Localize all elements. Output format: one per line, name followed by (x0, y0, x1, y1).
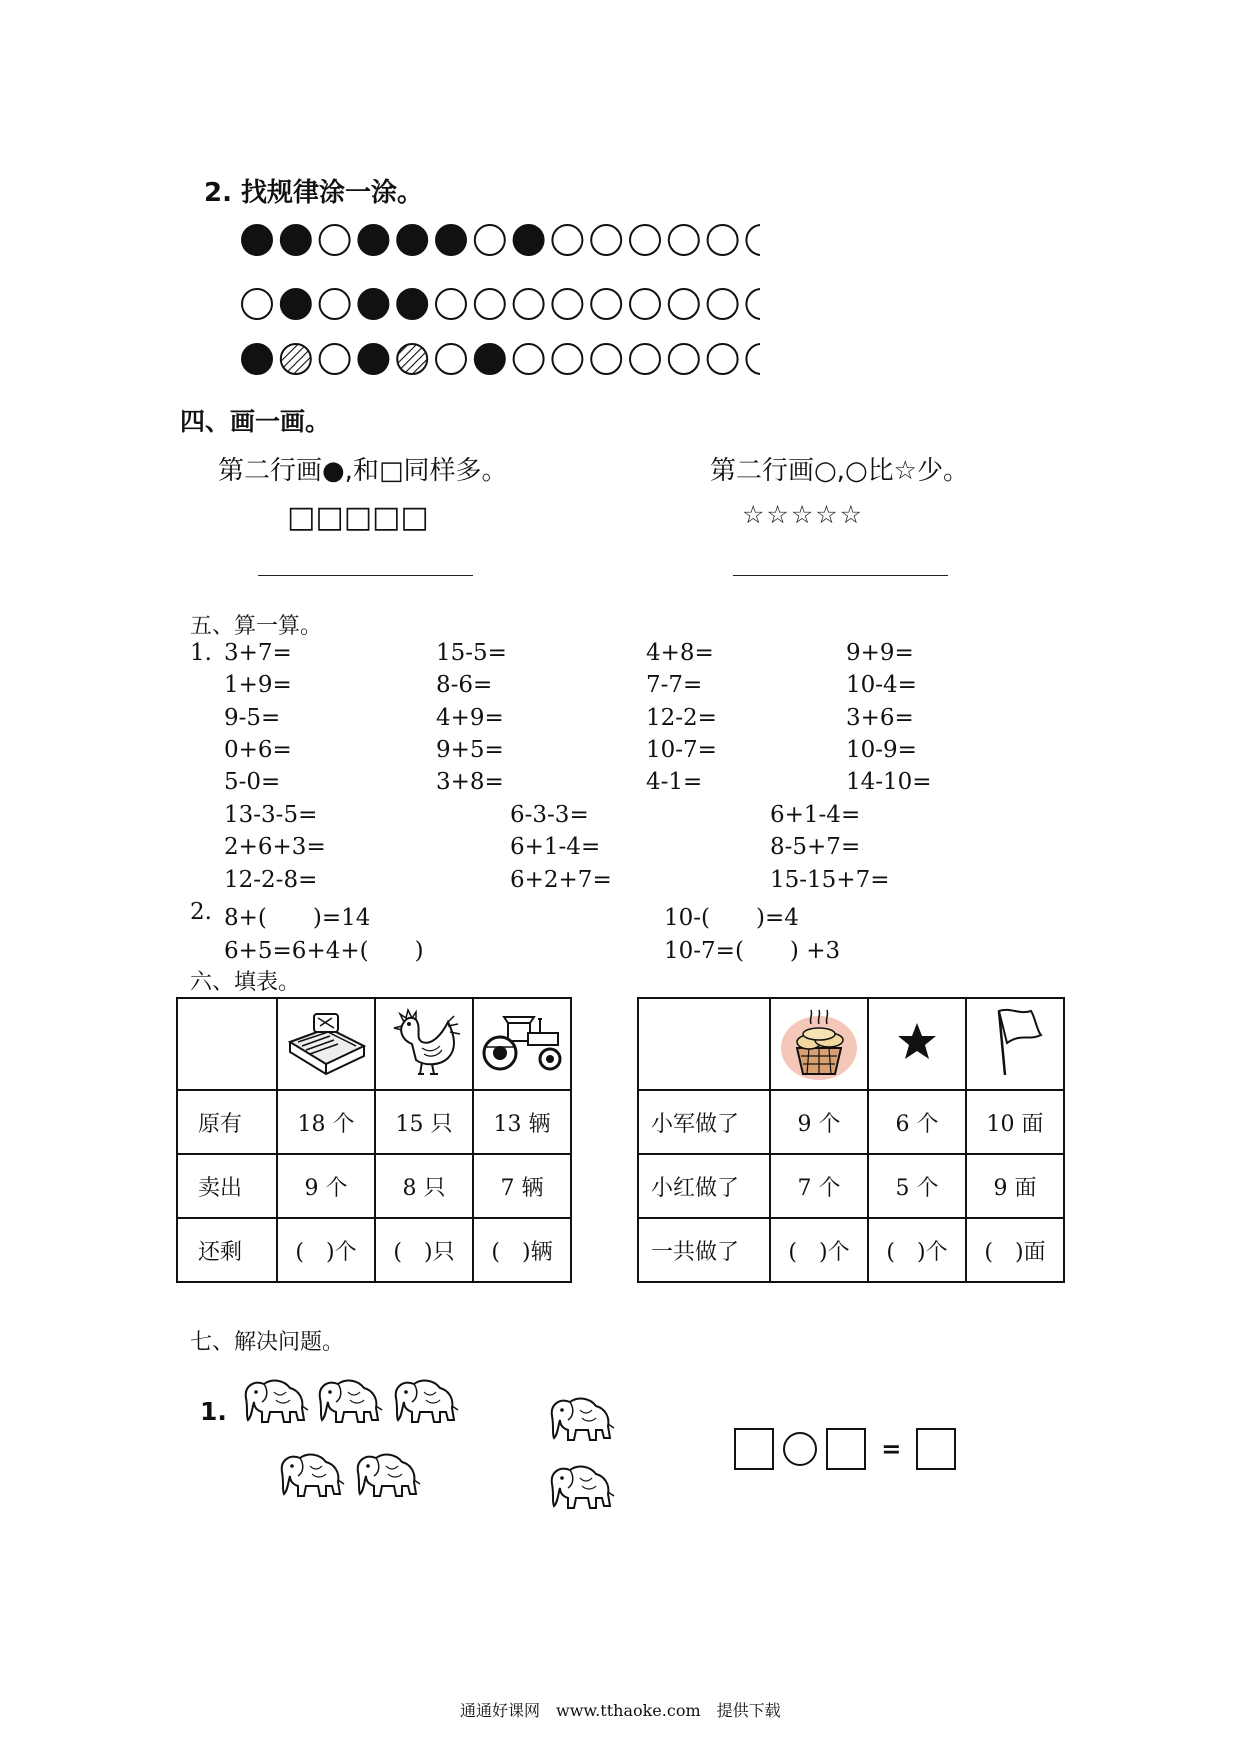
filled-circle (242, 225, 272, 255)
empty-circle[interactable] (708, 289, 738, 319)
calc-problem: 12-2= (646, 704, 717, 731)
calc-problem: 1+9= (224, 672, 292, 699)
pattern-title: 2. 找规律涂一涂。 (204, 178, 424, 208)
empty-circle[interactable] (320, 289, 350, 319)
calc-problem: 6+1-4= (770, 802, 861, 828)
calc-q2-right-1: 10-( )=4 (664, 905, 799, 931)
calc-problem: 8-5+7= (770, 834, 861, 861)
calc-problem: 9+9= (846, 640, 914, 666)
calc-q2-label: 2. (190, 899, 212, 925)
table-left-cell: 13 辆 (473, 1090, 571, 1154)
table-right-row-label: 一共做了 (638, 1218, 770, 1282)
empty-circle[interactable] (708, 225, 738, 255)
table-left-row-label: 卖出 (177, 1154, 277, 1218)
table-left-icon-cell (277, 998, 375, 1090)
problem-equation (734, 1428, 956, 1470)
table-right-corner (638, 998, 770, 1090)
tractor-icon (478, 1009, 566, 1073)
filled-circle (281, 289, 311, 319)
rooster-icon (382, 1004, 466, 1078)
table-right-answer-cell[interactable]: ( )面 (966, 1218, 1064, 1282)
empty-circle[interactable] (669, 344, 699, 374)
calc-problem: 9-5= (224, 704, 281, 731)
draw-left-answer-line (258, 575, 473, 576)
draw-right-instruction: 第二行画○,○比☆少。 (710, 456, 969, 486)
equation-equals-sign: = (881, 1435, 902, 1463)
calc-problem: 6+2+7= (510, 866, 612, 893)
calc-problem: 7-7= (646, 672, 703, 699)
table-right-icon-cell (770, 998, 868, 1090)
table-right-answer-cell[interactable]: ( )个 (868, 1218, 966, 1282)
empty-circle[interactable] (746, 289, 760, 319)
problem-title: 七、解决问题。 (190, 1330, 345, 1355)
calc-problem: 10-4= (846, 672, 917, 699)
draw-left-squares (287, 500, 429, 535)
empty-circle[interactable] (591, 344, 621, 374)
empty-circle[interactable] (552, 225, 582, 255)
empty-circle[interactable] (242, 289, 272, 319)
calc-problem: 0+6= (224, 736, 292, 763)
filled-circle (397, 289, 427, 319)
pattern-row-1 (240, 223, 760, 257)
calc-problem: 3+6= (846, 704, 914, 731)
empty-circle[interactable] (514, 289, 544, 319)
empty-circle[interactable] (591, 225, 621, 255)
equation-result-box[interactable] (916, 1428, 956, 1470)
draw-right-symbols: ☆☆☆☆☆ (742, 500, 865, 529)
table-left-answer-cell[interactable]: ( )只 (375, 1218, 473, 1282)
table-left-answer-cell[interactable]: ( )辆 (473, 1218, 571, 1282)
empty-circle[interactable] (630, 344, 660, 374)
filled-circle (358, 289, 388, 319)
empty-circle[interactable] (630, 225, 660, 255)
calc-q1-label: 1. (190, 640, 212, 666)
table-left-corner (177, 998, 277, 1090)
empty-circle[interactable] (552, 344, 582, 374)
calc-title: 五、算一算。 (190, 614, 323, 639)
filled-circle (397, 225, 427, 255)
filled-circle (358, 225, 388, 255)
empty-circle[interactable] (669, 289, 699, 319)
calc-problem: 14-10= (846, 769, 932, 796)
calc-problem: 4+9= (436, 704, 504, 731)
draw-left-instruction: 第二行画●,和□同样多。 (218, 456, 508, 486)
table-left-cell: 18 个 (277, 1090, 375, 1154)
calc-problem: 15-15+7= (770, 866, 890, 893)
table-right (637, 997, 1065, 1283)
pattern-row-2 (240, 287, 760, 321)
book-icon (284, 1006, 368, 1076)
table-right-row-label: 小军做了 (638, 1090, 770, 1154)
table-left-cell: 8 只 (375, 1154, 473, 1218)
table-right-icon-cell (966, 998, 1064, 1090)
draw-right-answer-line (733, 575, 948, 576)
filled-circle (436, 225, 466, 255)
pattern-row-svg (240, 223, 760, 257)
hatched-circle (397, 344, 427, 374)
empty-circle[interactable] (669, 225, 699, 255)
table-right-cell: 7 个 (770, 1154, 868, 1218)
table-right-cell: 6 个 (868, 1090, 966, 1154)
table-right-answer-cell[interactable]: ( )个 (770, 1218, 868, 1282)
calc-problem: 3+8= (436, 769, 504, 796)
table-left-cell: 15 只 (375, 1090, 473, 1154)
empty-circle[interactable] (708, 344, 738, 374)
equation-answer-box[interactable] (734, 1428, 774, 1470)
calc-problem: 3+7= (224, 640, 292, 666)
table-right-cell: 10 面 (966, 1090, 1064, 1154)
calc-problem: 10-9= (846, 736, 917, 763)
elephant-group-left (238, 1372, 478, 1522)
calc-q2-left-2: 6+5=6+4+( ) (224, 938, 424, 964)
table-left-row-label: 还剩 (177, 1218, 277, 1282)
empty-circle[interactable] (746, 344, 760, 374)
empty-circle[interactable] (475, 225, 505, 255)
filled-circle (475, 344, 505, 374)
equation-answer-box[interactable] (826, 1428, 866, 1470)
empty-circle[interactable] (746, 225, 760, 255)
table-right-cell: 9 面 (966, 1154, 1064, 1218)
calc-problem: 2+6+3= (224, 834, 326, 861)
filled-circle (514, 225, 544, 255)
table-right-cell: 5 个 (868, 1154, 966, 1218)
empty-circle[interactable] (436, 289, 466, 319)
calc-problem: 9+5= (436, 736, 504, 763)
filled-circle (242, 344, 272, 374)
calc-q2-right-2: 10-7=( ) +3 (664, 938, 841, 964)
table-left-cell: 7 辆 (473, 1154, 571, 1218)
star-icon (897, 1021, 937, 1061)
calc-problem: 6-3-3= (510, 802, 589, 828)
pattern-row-svg (240, 287, 760, 321)
table-left-row-label: 原有 (177, 1090, 277, 1154)
calc-problem: 6+1-4= (510, 834, 601, 861)
empty-circle[interactable] (514, 344, 544, 374)
table-right-row-label: 小红做了 (638, 1154, 770, 1218)
filled-circle (358, 344, 388, 374)
hatched-circle (281, 344, 311, 374)
empty-circle[interactable] (552, 289, 582, 319)
calc-q2-left-1: 8+( )=14 (224, 905, 371, 931)
empty-circle[interactable] (320, 344, 350, 374)
problem-q1-label: 1. (200, 1397, 227, 1426)
table-left-icon-cell (375, 998, 473, 1090)
calc-problem: 5-0= (224, 769, 281, 796)
draw-title: 四、画一画。 (180, 407, 331, 436)
calc-problem: 8-6= (436, 672, 493, 699)
draw-left-symbols: □□□□□ (287, 500, 429, 535)
calc-problem: 13-3-5= (224, 802, 318, 828)
page-footer: 通通好课网 www.tthaoke.com 提供下载 (460, 1701, 781, 1720)
table-left-answer-cell[interactable]: ( )个 (277, 1218, 375, 1282)
table-title: 六、填表。 (190, 970, 301, 995)
table-left-icon-cell (473, 998, 571, 1090)
calc-problem: 15-5= (436, 640, 507, 666)
filled-circle (281, 225, 311, 255)
equation-operator-circle[interactable] (783, 1432, 817, 1466)
empty-circle[interactable] (320, 225, 350, 255)
empty-circle[interactable] (591, 289, 621, 319)
pattern-row-3 (240, 342, 760, 376)
table-left-cell: 9 个 (277, 1154, 375, 1218)
draw-right-stars (742, 500, 864, 529)
table-left (176, 997, 572, 1283)
calc-problem: 12-2-8= (224, 866, 318, 893)
flag-icon (985, 1005, 1045, 1077)
calc-problem: 4-1= (646, 769, 703, 796)
empty-circle[interactable] (630, 289, 660, 319)
empty-circle[interactable] (475, 289, 505, 319)
table-right-icon-cell (868, 998, 966, 1090)
table-right-cell: 9 个 (770, 1090, 868, 1154)
calc-problem: 10-7= (646, 736, 717, 763)
elephant-group-right (540, 1386, 630, 1526)
pattern-row-svg (240, 342, 760, 376)
empty-circle[interactable] (436, 344, 466, 374)
calc-problem: 4+8= (646, 640, 714, 666)
bread-basket-icon (777, 1000, 861, 1082)
